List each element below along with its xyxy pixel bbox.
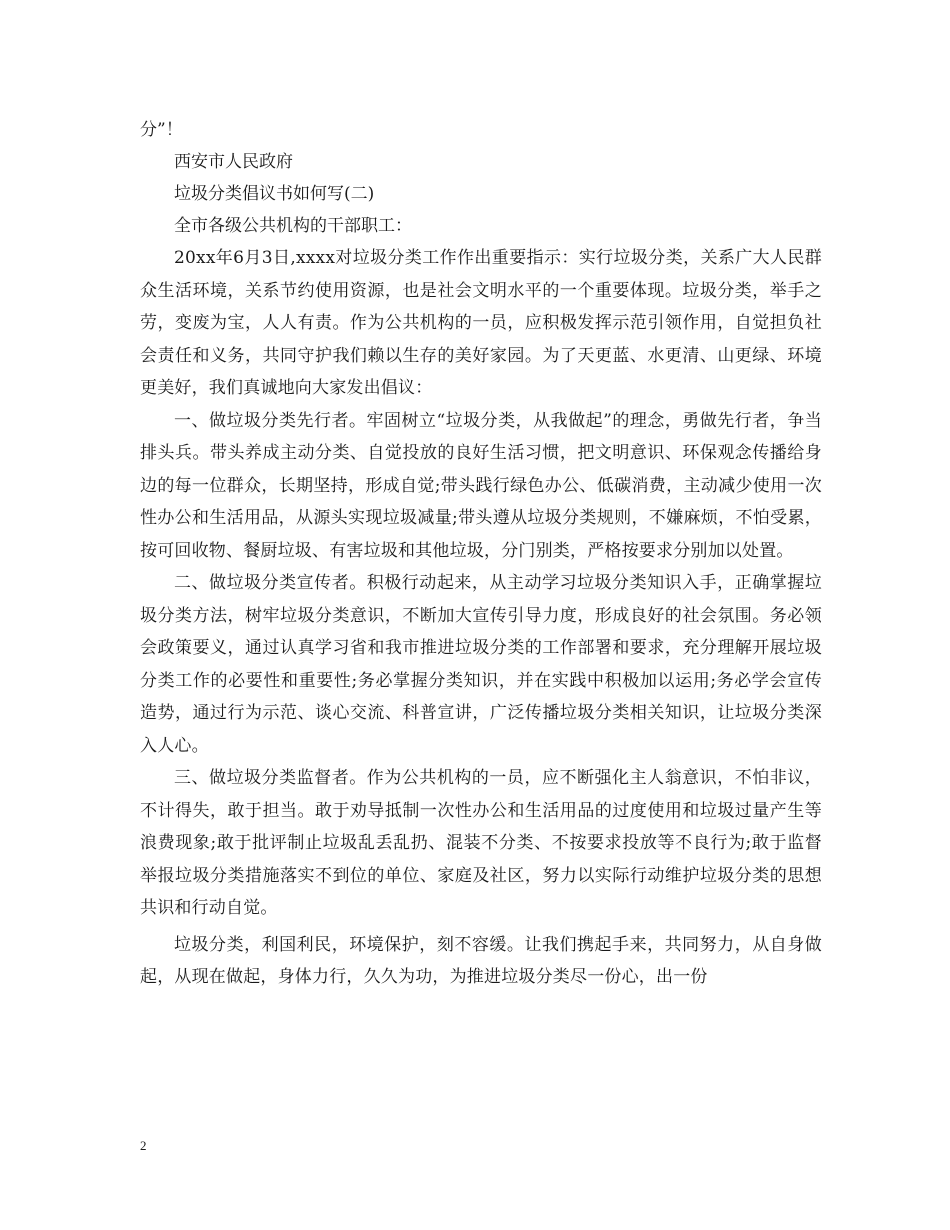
paragraph-closing: 垃圾分类，利国利民，环境保护，刻不容缓。让我们携起手来，共同努力，从自身做起，从现在做起，身体力行，久久为功，为推进垃圾分类尽一份心，出一份 [140,934,822,987]
salutation: 全市各级公共机构的干部职工： [174,216,412,236]
paragraph-intro: 20xx年6月3日,xxxx对垃圾分类工作作出重要指示：实行垃圾分类，关系广大人民群众生活环境，关系节约使用资源，也是社会文明水平的一个重要体现。垃圾分类，举手之劳，变废为宝，人人有责。作为公共机构的一员，应积极发挥示范引领作用，自觉担负社会责任和义务，共同守护我们赖以生存的美好家园。为了天更蓝、水更清、山更绿、环境更美好，我们真诚地向大家发出倡议： [140,248,822,398]
paragraph-item-2: 二、做垃圾分类宣传者。积极行动起来，从主动学习垃圾分类知识入手，正确掌握垃圾分类方法，树牢垃圾分类意识，不断加大宣传引导力度，形成良好的社会氛围。务必领会政策要义，通过认真学习省和我市推进垃圾分类的工作部署和要求，充分理解开展垃圾分类工作的必要性和重要性;务必掌握分类知识，并在实践中积极加以运用;务必学会宣传造势，通过行为示范、谈心交流、科普宣讲，广泛传播垃圾分类相关知识，让垃圾分类深入人心。 [140,573,822,756]
section-title: 垃圾分类倡议书如何写(二) [174,184,375,204]
continuation-text: 分”！ [140,120,183,140]
paragraph-item-3: 三、做垃圾分类监督者。作为公共机构的一员，应不断强化主人翁意识，不怕非议，不计得失，敢于担当。敢于劝导抵制一次性办公和生活用品的过度使用和垃圾过量产生等浪费现象;敢于批评制止垃圾乱丢乱扔、混装不分类、不按要求投放等不良行为;敢于监督举报垃圾分类措施落实不到位的单位、家庭及社区，努力以实际行动维护垃圾分类的思想共识和行动自觉。 [140,768,822,918]
paragraph-item-1: 一、做垃圾分类先行者。牢固树立“垃圾分类，从我做起”的理念，勇做先行者，争当排头兵。带头养成主动分类、自觉投放的良好生活习惯，把文明意识、环保观念传播给身边的每一位群众，长期坚持，形成自觉;带头践行绿色办公、低碳消费，主动减少使用一次性办公和生活用品，从源头实现垃圾减量;带头遵从垃圾分类规则，不嫌麻烦，不怕受累，按可回收物、餐厨垃圾、有害垃圾和其他垃圾，分门别类，严格按要求分别加以处置。 [140,410,822,561]
document-page [140,114,822,994]
signature: 西安市人民政府 [174,152,293,172]
page-number: 2 [140,1138,147,1153]
